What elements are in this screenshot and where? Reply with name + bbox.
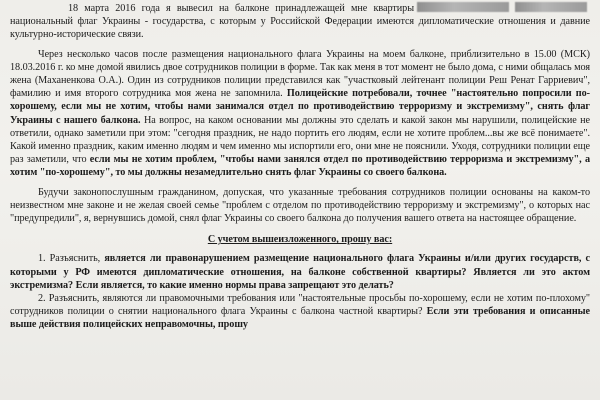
- paragraph-1-start: 18 марта 2016 года я вывесил на балконе принадлежащей мне квартиры: [68, 3, 414, 14]
- paragraph-2-demand: Полицейские потребовали, точнее "настоятельно попросили по-хорошему, если мы не хотим, чтобы нами занимался отдел по противодействию терроризму и экстремизму", снять флаг Украины с нашего балкона.: [10, 88, 591, 126]
- paragraph-2-intro: Через несколько часов после размещения национального флага Украины на моем балконе, приблизительно в 15.00 (МСК) 18.03.2016 г. ко мне домой явились двое сотрудников полиции в форме. Так как меня в тот момент не было дома, с ними общалась моя жена (Маханенкова О.А.). Один из сотрудников полиции представился как "участковый лейтенант полиции Реш Ренат Гарриевич", фамилию и имя второго сотрудника моя жена не запомнила.: [10, 48, 590, 100]
- paragraph-compliance: Будучи законопослушным гражданином, допуская, что указанные требования сотрудников полиции основаны на каком-то неизвестном мне законе и не желая своей семье "проблем с отделом по противодействию терроризму и экстремизму", о которых нас "предупредили", я, вернувшись домой, снял флаг Украины со своего балкона до получения вашего ответа на настоящее обращение.: [10, 186, 590, 225]
- request-2-prefix: 2. Разъяснить, являются ли правомочными требования или "настоятельные просьбы по-хорошему, если не хотим по-плохому" сотрудников полиции о снятии национального флага Украины с балкона частной квартиры?: [10, 293, 590, 318]
- paragraph-1-end: национальный флаг Украины - государства, с которым у Российской Федерации имеются дипломатические отношения и давние культурно-исторические связи.: [10, 16, 590, 41]
- paragraph-2-repeat: если мы не хотим проблем, "чтобы нами занялся отдел по противодействию терроризма и экстремизму", а хотим "по-хорошему", то мы должны незамедлительно снять флаг Украины со своего балкона.: [10, 154, 590, 179]
- paragraph-police-visit: [10, 48, 590, 180]
- request-1-question: является ли правонарушением размещение национального флага Украины и/или других государств, с которыми у РФ имеются дипломатические отношения, на балконе собственной квартиры? Является ли это актом экстремизма? Если является, то какие именно нормы права запрещают это делать?: [10, 253, 590, 291]
- request-item-2: [10, 292, 590, 332]
- request-heading: С учетом вышеизложенного, прошу вас:: [207, 234, 393, 246]
- redacted-address-2: [515, 2, 587, 12]
- request-item-1: [10, 252, 590, 292]
- request-2-question: Если эти требования и описанные выше действия полицейских неправомочны, прошу: [10, 306, 591, 331]
- paragraph-flag-placement: [10, 2, 590, 42]
- redacted-address: [417, 2, 509, 12]
- request-1-prefix: 1. Разъяснить,: [38, 253, 101, 265]
- paragraph-2-dialogue: На вопрос, на каком основании мы должны это сделать и какой закон мы нарушили, полицейские не ответили, однако заметили при этом: "сегодня праздник, не надо портить его людям, если не хотите проблем...вы же всё понимаете". Какой именно праздник, каким именно людям и чем именно мы испортили его, они мне не пояснили. Уходя, сотрудники полиции еще раз заметили, что: [10, 114, 591, 166]
